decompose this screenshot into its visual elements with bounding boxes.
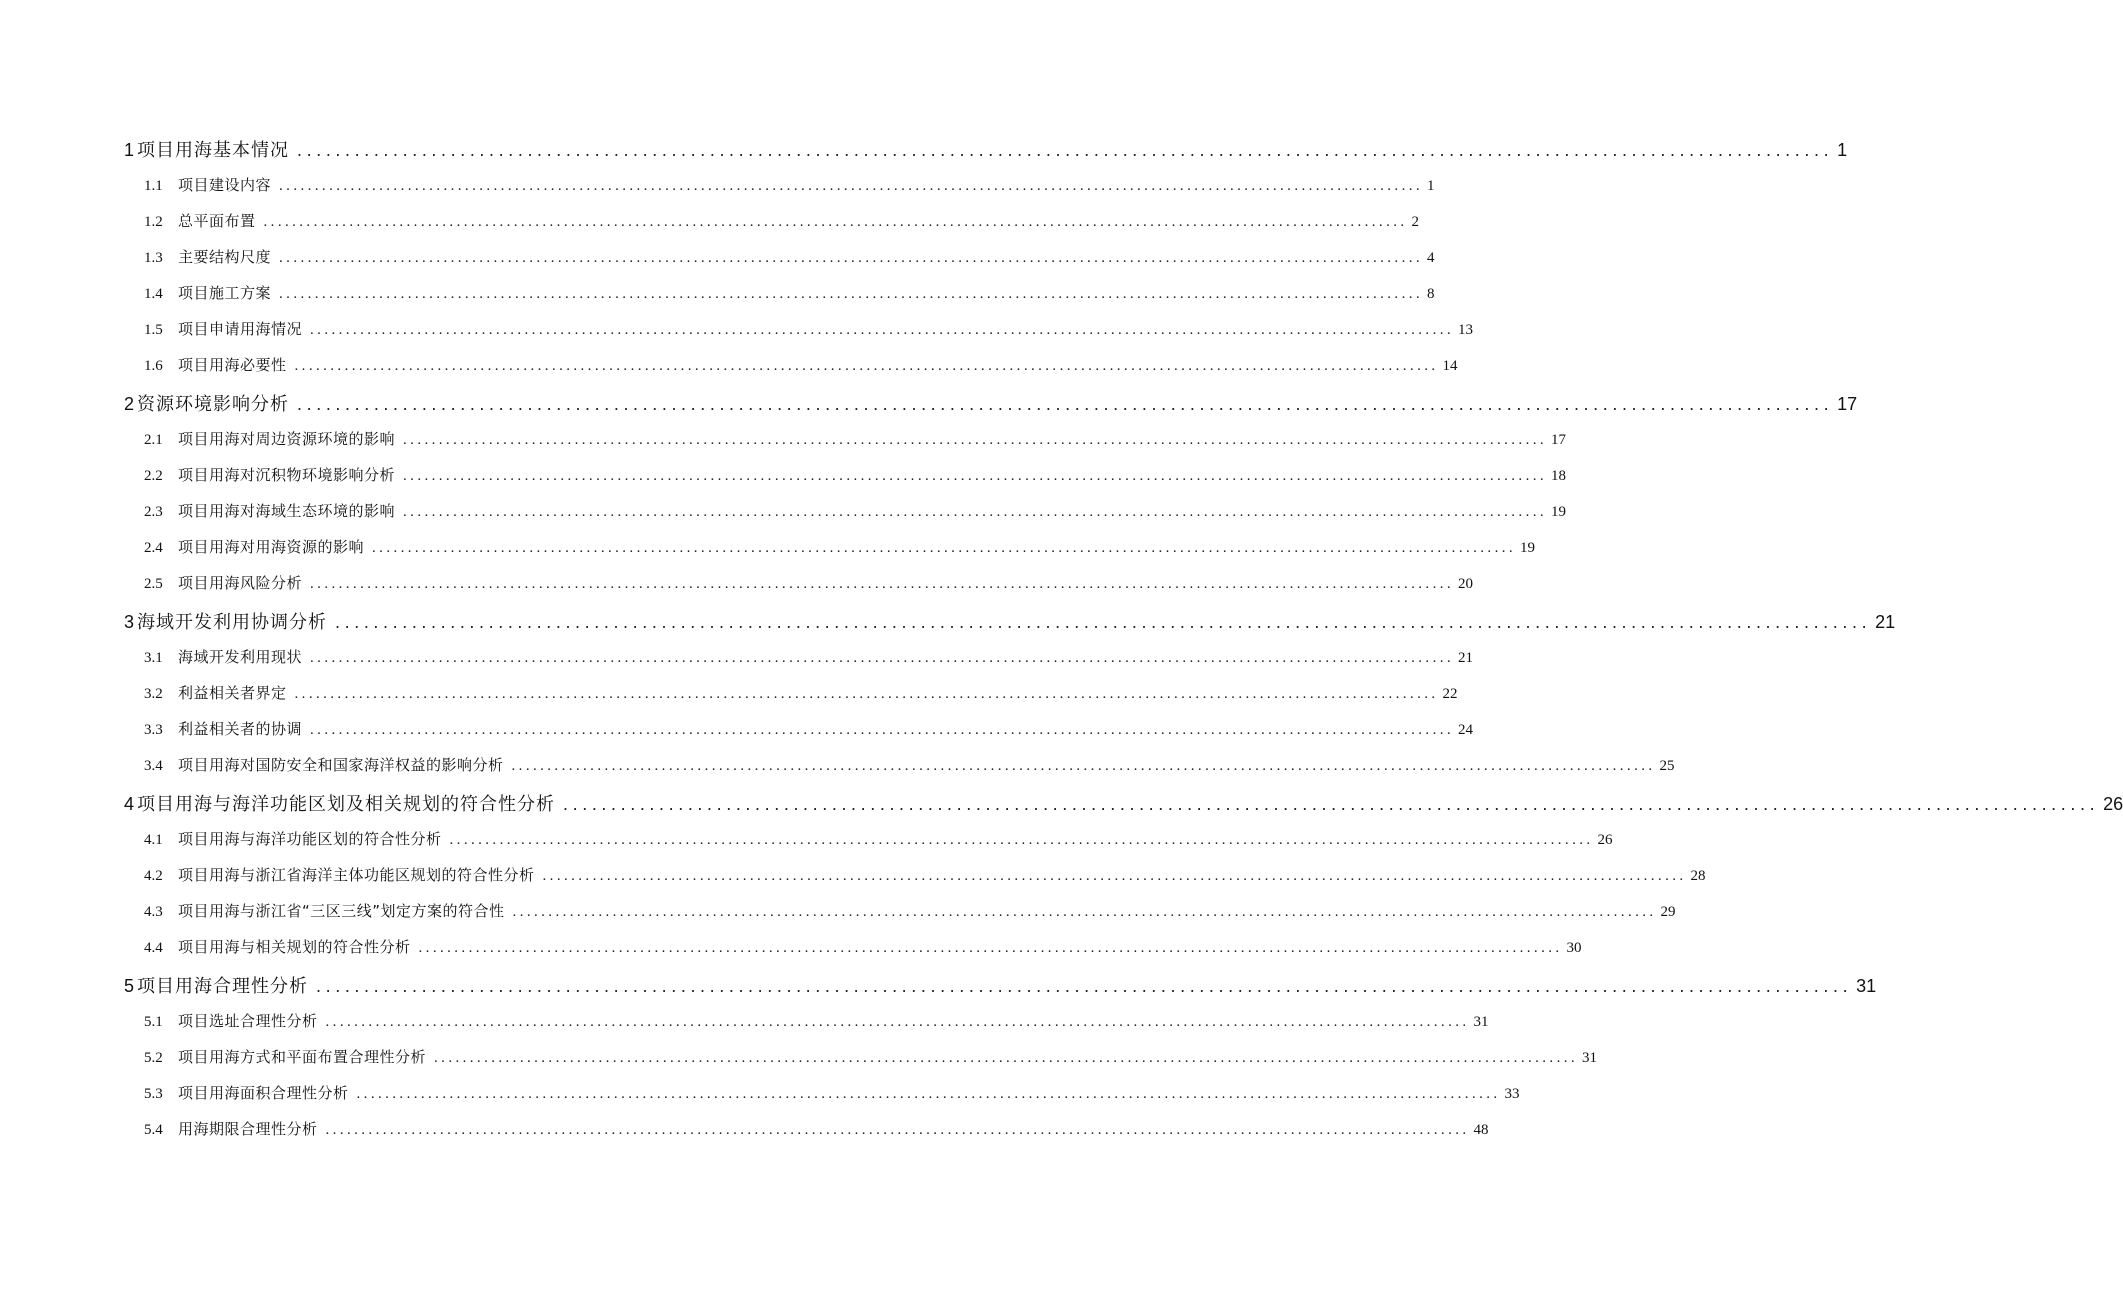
toc-entry-number: 3.4 — [144, 758, 163, 774]
toc-dot-leader: ................................................................................................................................................................ — [310, 322, 1455, 338]
toc-entry-number: 2.5 — [144, 576, 163, 592]
toc-section-entry[interactable] — [144, 1118, 1489, 1139]
toc-section-entry[interactable] — [144, 210, 1420, 231]
toc-chapter-entry[interactable] — [124, 390, 1858, 416]
toc-entry-title: 资源环境影响分析 — [137, 394, 290, 415]
toc-section-entry[interactable] — [144, 464, 1567, 485]
toc-dot-leader: ................................................................................................................................................................ — [512, 904, 1657, 920]
toc-entry-number: 2 — [124, 394, 135, 414]
toc-dot-leader: ................................................................................................................................................................ — [325, 1122, 1470, 1138]
toc-dot-leader: ................................................................................................................................................................ — [372, 540, 1517, 556]
toc-dot-leader: ................................................................................................................................................................ — [563, 794, 2100, 814]
toc-entry-title: 项目用海与浙江省“三区三线”划定方案的符合性 — [178, 902, 505, 920]
toc-chapter-entry[interactable] — [124, 972, 1877, 998]
toc-entry-title: 利益相关者界定 — [178, 684, 287, 702]
toc-section-entry[interactable] — [144, 754, 1675, 775]
toc-entry-number: 4.2 — [144, 868, 163, 884]
toc-chapter-entry[interactable] — [124, 608, 1896, 634]
toc-page-number: 8 — [1427, 286, 1435, 302]
toc-entry-number: 5.3 — [144, 1086, 163, 1102]
toc-page-number: 17 — [1551, 432, 1567, 448]
toc-entry-number: 3.3 — [144, 722, 163, 738]
toc-page-number: 1 — [1427, 178, 1435, 194]
toc-dot-leader: ................................................................................................................................................................ — [418, 940, 1563, 956]
toc-entry-title: 项目用海对用海资源的影响 — [178, 538, 365, 556]
toc-page-number: 31 — [1856, 976, 1877, 996]
toc-section-entry[interactable] — [144, 718, 1474, 739]
toc-page-number: 28 — [1690, 868, 1706, 884]
toc-page-number: 19 — [1520, 540, 1536, 556]
toc-section-entry[interactable] — [144, 354, 1458, 375]
toc-entry-number: 5 — [124, 976, 135, 996]
toc-dot-leader: ................................................................................................................................................................ — [356, 1086, 1501, 1102]
toc-section-entry[interactable] — [144, 682, 1458, 703]
toc-entry-number: 3.1 — [144, 650, 163, 666]
toc-entry-title: 项目用海合理性分析 — [137, 976, 309, 997]
toc-dot-leader: ................................................................................................................................................................ — [335, 612, 1872, 632]
toc-chapter-entry[interactable] — [124, 790, 2123, 816]
toc-dot-leader: ................................................................................................................................................................ — [449, 832, 1594, 848]
toc-entry-title: 项目用海风险分析 — [178, 574, 303, 592]
toc-page-number: 29 — [1660, 904, 1676, 920]
toc-entry-title: 用海期限合理性分析 — [178, 1120, 318, 1138]
toc-dot-leader: ................................................................................................................................................................ — [316, 976, 1853, 996]
toc-page-number: 31 — [1582, 1050, 1598, 1066]
toc-page-number: 31 — [1473, 1014, 1489, 1030]
toc-section-entry[interactable] — [144, 864, 1706, 885]
toc-section-entry[interactable] — [144, 900, 1676, 921]
toc-dot-leader: ................................................................................................................................................................ — [542, 868, 1687, 884]
toc-dot-leader: ................................................................................................................................................................ — [297, 140, 1834, 160]
toc-page-number: 30 — [1566, 940, 1582, 956]
toc-entry-title: 项目用海必要性 — [178, 356, 287, 374]
toc-entry-title: 项目用海与海洋功能区划及相关规划的符合性分析 — [137, 794, 556, 815]
toc-entry-title: 项目建设内容 — [178, 176, 272, 194]
toc-entry-number: 1.1 — [144, 178, 163, 194]
toc-page-number: 25 — [1659, 758, 1675, 774]
toc-page-number: 48 — [1473, 1122, 1489, 1138]
toc-dot-leader: ................................................................................................................................................................ — [310, 576, 1455, 592]
toc-entry-number: 4 — [124, 794, 135, 814]
toc-dot-leader: ................................................................................................................................................................ — [403, 504, 1548, 520]
toc-entry-title: 项目用海面积合理性分析 — [178, 1084, 349, 1102]
toc-page-number: 22 — [1442, 686, 1458, 702]
toc-section-entry[interactable] — [144, 500, 1567, 521]
toc-page-number: 21 — [1458, 650, 1474, 666]
toc-section-entry[interactable] — [144, 174, 1435, 195]
toc-entry-number: 4.1 — [144, 832, 163, 848]
toc-entry-number: 1.5 — [144, 322, 163, 338]
toc-entry-number: 1.4 — [144, 286, 163, 302]
toc-entry-title: 项目申请用海情况 — [178, 320, 303, 338]
toc-entry-number: 2.2 — [144, 468, 163, 484]
toc-dot-leader: ................................................................................................................................................................ — [403, 432, 1548, 448]
toc-page-number: 2 — [1411, 214, 1420, 230]
toc-entry-title: 总平面布置 — [178, 212, 256, 230]
toc-entry-number: 1.3 — [144, 250, 163, 266]
toc-dot-leader: ................................................................................................................................................................ — [279, 178, 1424, 194]
toc-entry-title: 项目施工方案 — [178, 284, 272, 302]
toc-section-entry[interactable] — [144, 318, 1474, 339]
toc-dot-leader: ................................................................................................................................................................ — [325, 1014, 1470, 1030]
toc-section-entry[interactable] — [144, 828, 1613, 849]
toc-entry-number: 1 — [124, 140, 135, 160]
toc-entry-title: 项目选址合理性分析 — [178, 1012, 318, 1030]
toc-page-number: 18 — [1551, 468, 1567, 484]
toc-page-number: 13 — [1458, 322, 1474, 338]
toc-entry-number: 3 — [124, 612, 135, 632]
toc-entry-title: 项目用海对海域生态环境的影响 — [178, 502, 396, 520]
toc-entry-number: 2.1 — [144, 432, 163, 448]
toc-page-number: 1 — [1837, 140, 1848, 160]
toc-entry-title: 利益相关者的协调 — [178, 720, 303, 738]
toc-entry-title: 海域开发利用现状 — [178, 648, 303, 666]
toc-section-entry[interactable] — [144, 246, 1435, 267]
toc-entry-title: 项目用海对周边资源环境的影响 — [178, 430, 396, 448]
toc-dot-leader: ................................................................................................................................................................ — [279, 286, 1424, 302]
toc-entry-number: 5.1 — [144, 1014, 163, 1030]
toc-dot-leader: ................................................................................................................................................................ — [511, 758, 1656, 774]
toc-entry-title: 项目用海对沉积物环境影响分析 — [178, 466, 396, 484]
toc-section-entry[interactable] — [144, 572, 1474, 593]
toc-section-entry[interactable] — [144, 428, 1567, 449]
toc-page-number: 33 — [1504, 1086, 1520, 1102]
toc-section-entry[interactable] — [144, 1046, 1598, 1067]
toc-dot-leader: ................................................................................................................................................................ — [310, 650, 1455, 666]
toc-page-number: 26 — [1597, 832, 1613, 848]
toc-section-entry[interactable] — [144, 282, 1435, 303]
toc-section-entry[interactable] — [144, 1010, 1489, 1031]
toc-dot-leader: ................................................................................................................................................................ — [279, 250, 1424, 266]
toc-entry-number: 4.3 — [144, 904, 163, 920]
toc-entry-number: 1.2 — [144, 214, 163, 230]
toc-entry-title: 主要结构尺度 — [178, 248, 272, 266]
toc-entry-number: 4.4 — [144, 940, 163, 956]
toc-section-entry[interactable] — [144, 1082, 1520, 1103]
toc-page-number: 19 — [1551, 504, 1567, 520]
toc-entry-title: 项目用海对国防安全和国家海洋权益的影响分析 — [178, 756, 504, 774]
toc-entry-number: 2.3 — [144, 504, 163, 520]
toc-dot-leader: ................................................................................................................................................................ — [263, 214, 1408, 230]
toc-dot-leader: ................................................................................................................................................................ — [294, 686, 1439, 702]
toc-page-number: 4 — [1427, 250, 1435, 266]
toc-entry-number: 2.4 — [144, 540, 163, 556]
toc-dot-leader: ................................................................................................................................................................ — [403, 468, 1548, 484]
toc-entry-title: 项目用海与相关规划的符合性分析 — [178, 938, 411, 956]
toc-page-number: 20 — [1458, 576, 1474, 592]
toc-entry-title: 项目用海与浙江省海洋主体功能区规划的符合性分析 — [178, 866, 535, 884]
toc-page-number: 21 — [1875, 612, 1896, 632]
toc-section-entry[interactable] — [144, 936, 1582, 957]
toc-chapter-entry[interactable] — [124, 136, 1848, 162]
toc-dot-leader: ................................................................................................................................................................ — [310, 722, 1455, 738]
toc-section-entry[interactable] — [144, 646, 1474, 667]
toc-entry-title: 项目用海方式和平面布置合理性分析 — [178, 1048, 427, 1066]
toc-page-number: 26 — [2103, 794, 2123, 814]
toc-section-entry[interactable] — [144, 536, 1536, 557]
toc-dot-leader: ................................................................................................................................................................ — [294, 358, 1439, 374]
toc-entry-title: 项目用海基本情况 — [137, 140, 290, 161]
toc-page-number: 17 — [1837, 394, 1858, 414]
toc-entry-title: 项目用海与海洋功能区划的符合性分析 — [178, 830, 442, 848]
toc-page-number: 14 — [1442, 358, 1458, 374]
toc-entry-title: 海域开发利用协调分析 — [137, 612, 328, 633]
toc-dot-leader: ................................................................................................................................................................ — [434, 1050, 1579, 1066]
toc-entry-number: 1.6 — [144, 358, 163, 374]
toc-entry-number: 5.4 — [144, 1122, 163, 1138]
toc-page-number: 24 — [1458, 722, 1474, 738]
toc-entry-number: 3.2 — [144, 686, 163, 702]
toc-entry-number: 5.2 — [144, 1050, 163, 1066]
toc-dot-leader: ................................................................................................................................................................ — [297, 394, 1834, 414]
